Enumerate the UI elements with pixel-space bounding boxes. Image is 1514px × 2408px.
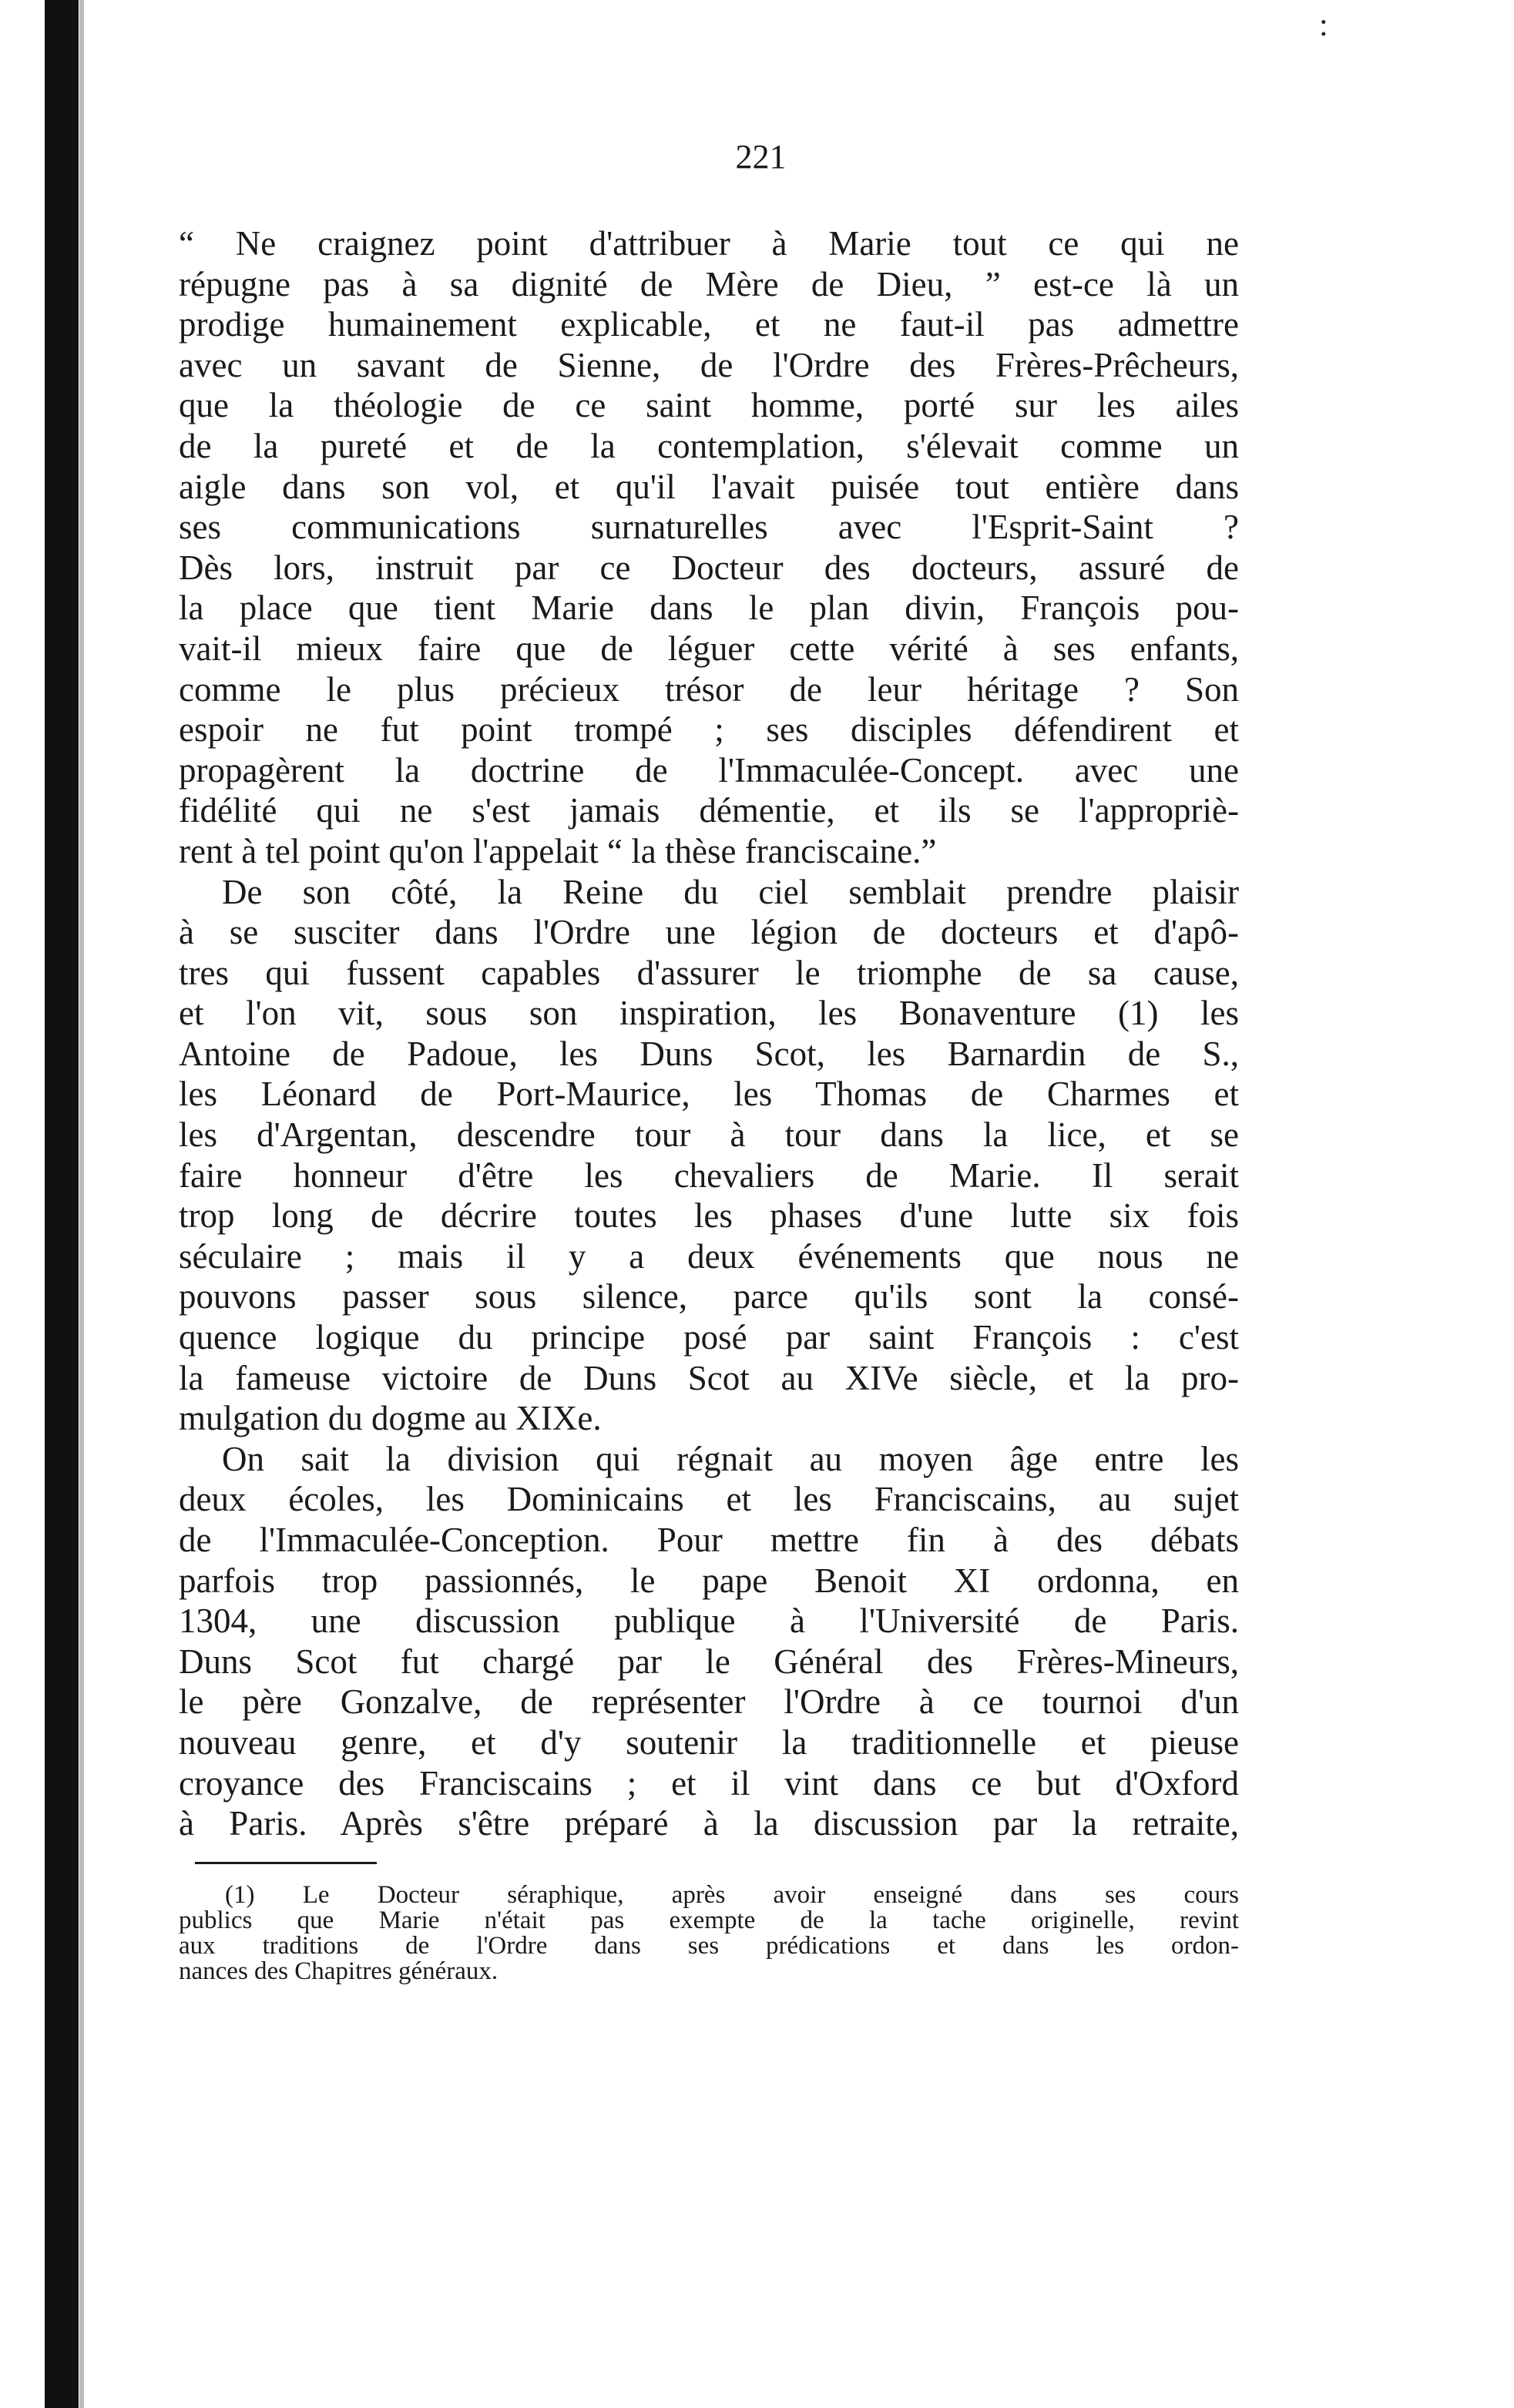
text-line: nouveau genre, et d'y soutenir la traditionnelle et pieuse <box>179 1722 1239 1762</box>
text-line: rent à tel point qu'on l'appelait “ la thèse franciscaine.” <box>179 831 937 870</box>
text-line: fidélité qui ne s'est jamais démentie, et ils se l'appropriè- <box>179 791 1239 830</box>
text-line: le père Gonzalve, de représenter l'Ordre à ce tournoi d'un <box>179 1682 1239 1722</box>
footnote-divider <box>195 1862 377 1864</box>
text-line: les Léonard de Port-Maurice, les Thomas de Charmes et <box>179 1075 1239 1114</box>
text-line: répugne pas à sa dignité de Mère de Dieu, ” est-ce là un <box>179 264 1239 304</box>
edge-mark: : <box>1319 8 1328 43</box>
text-line: “ Ne craignez point d'attribuer à Marie tout ce qui ne <box>179 224 1239 263</box>
text-line: propagèrent la doctrine de l'Immaculée-Concept. avec une <box>179 750 1239 790</box>
text-line: à se susciter dans l'Ordre une légion de docteurs et d'apô- <box>179 913 1239 952</box>
text-line: vait-il mieux faire que de léguer cette vérité à ses enfants, <box>179 629 1239 668</box>
footnote <box>179 1883 1239 1984</box>
text-line: faire honneur d'être les chevaliers de Marie. Il serait <box>179 1155 1239 1195</box>
body-text <box>179 223 1239 1844</box>
text-line: séculaire ; mais il y a deux événements que nous ne <box>179 1236 1239 1276</box>
scan-dark-margin <box>45 0 79 2408</box>
text-line: trop long de décrire toutes les phases d'une lutte six fois <box>179 1196 1239 1236</box>
text-line: pouvons passer sous silence, parce qu'ils sont la consé- <box>179 1277 1239 1316</box>
text-line: Dès lors, instruit par ce Docteur des docteurs, assuré de <box>179 548 1239 587</box>
footnote-line: nances des Chapitres généraux. <box>179 1957 499 1985</box>
text-line: tres qui fussent capables d'assurer le triomphe de sa cause, <box>179 953 1239 992</box>
text-line: De son côté, la Reine du ciel semblait prendre plaisir <box>222 872 1239 911</box>
text-line: aigle dans son vol, et qu'il l'avait puisée tout entière dans <box>179 467 1239 506</box>
text-line: avec un savant de Sienne, de l'Ordre des Frères-Prêcheurs, <box>179 345 1239 384</box>
page-number: 221 <box>735 138 787 176</box>
text-line: 1304, une discussion publique à l'Université de Paris. <box>179 1601 1239 1641</box>
text-line: espoir ne fut point trompé ; ses disciples défendirent et <box>179 710 1239 750</box>
text-line: deux écoles, les Dominicains et les Franciscains, au sujet <box>179 1480 1239 1519</box>
text-line: à Paris. Après s'être préparé à la discussion par la retraite, <box>179 1804 1239 1843</box>
text-line: de l'Immaculée-Conception. Pour mettre fin à des débats <box>179 1521 1239 1559</box>
text-line: ses communications surnaturelles avec l'Esprit-Saint ? <box>179 508 1239 547</box>
text-line: mulgation du dogme au XIXe. <box>179 1399 602 1438</box>
text-line: Duns Scot fut chargé par le Général des Frères-Mineurs, <box>179 1642 1239 1681</box>
text-line: quence logique du principe posé par saint François : c'est <box>179 1318 1239 1357</box>
footnote-line: aux traditions de l'Ordre dans ses prédications et dans les ordon- <box>179 1932 1239 1960</box>
text-line: Antoine de Padoue, les Duns Scot, les Barnardin de S., <box>179 1034 1239 1073</box>
text-line: la fameuse victoire de Duns Scot au XIVe siècle, et la pro- <box>179 1358 1239 1397</box>
text-line: que la théologie de ce saint homme, porté sur les ailes <box>179 386 1239 425</box>
footnote-line: publics que Marie n'était pas exempte de la tache originelle, revint <box>179 1907 1239 1934</box>
text-line: comme le plus précieux trésor de leur héritage ? Son <box>179 669 1239 709</box>
text-line: et l'on vit, sous son inspiration, les Bonaventure (1) les <box>179 994 1239 1033</box>
text-line: prodige humainement explicable, et ne faut-il pas admettre <box>179 305 1239 344</box>
text-line: parfois trop passionnés, le pape Benoit XI ordonna, en <box>179 1561 1239 1600</box>
text-line: de la pureté et de la contemplation, s'élevait comme un <box>179 426 1239 465</box>
text-line: On sait la division qui régnait au moyen âge entre les <box>222 1439 1239 1478</box>
footnote-line: (1) Le Docteur séraphique, après avoir enseigné dans ses cours <box>225 1881 1239 1909</box>
text-line: la place que tient Marie dans le plan divin, François pou- <box>179 589 1239 628</box>
scan-margin-shadow <box>79 0 84 2408</box>
text-line: les d'Argentan, descendre tour à tour dans la lice, et se <box>179 1115 1239 1155</box>
text-line: croyance des Franciscains ; et il vint dans ce but d'Oxford <box>179 1763 1239 1803</box>
